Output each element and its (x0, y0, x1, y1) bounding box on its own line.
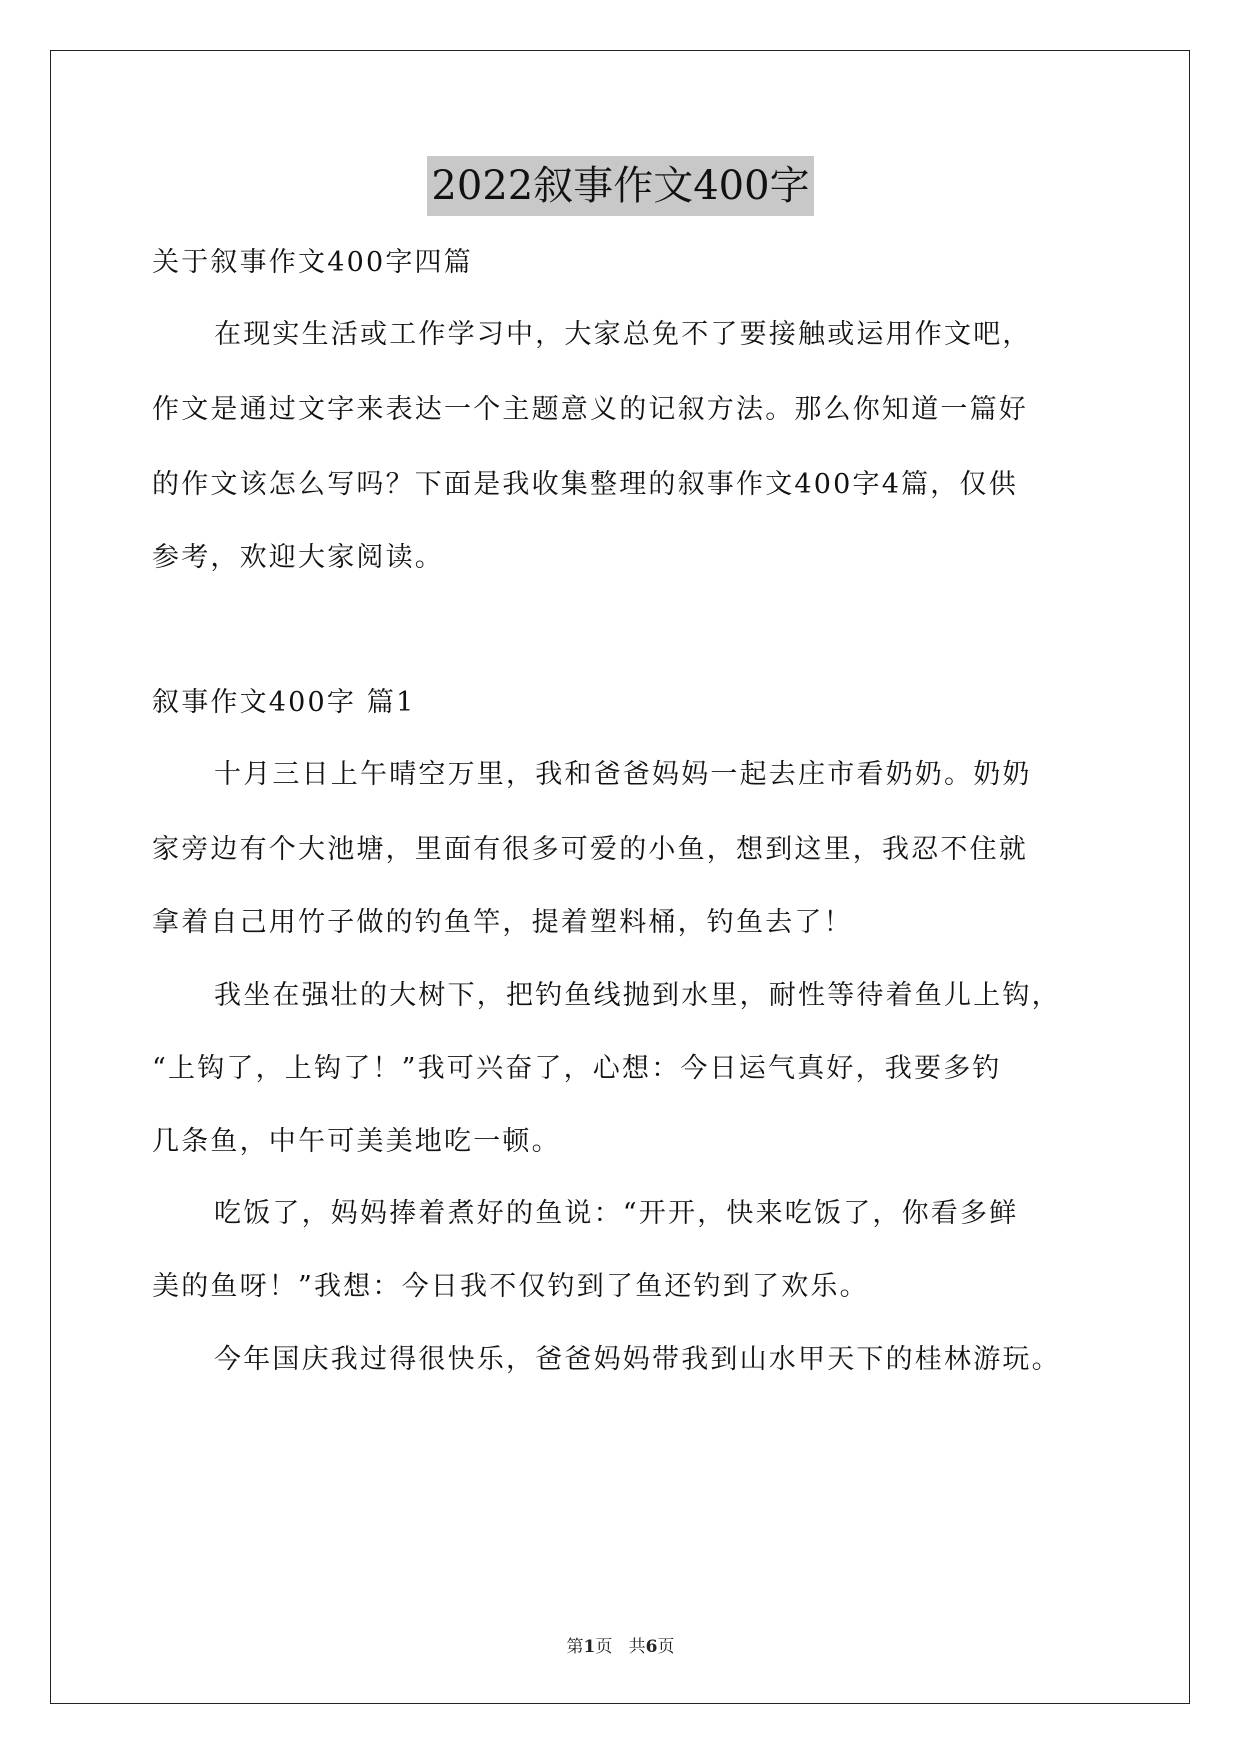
footer-middle: 页 共 (595, 1637, 646, 1657)
total-page-number: 6 (645, 1637, 658, 1657)
footer-suffix: 页 (657, 1637, 675, 1657)
paragraph-line: 几条鱼，中午可美美地吃一顿。 (152, 1126, 561, 1157)
paragraph-line: 今年国庆我过得很快乐，爸爸妈妈带我到山水甲天下的桂林游玩。 (214, 1344, 1061, 1375)
section-heading: 叙事作文400字 篇1 (152, 687, 416, 718)
page-footer (0, 1632, 1241, 1657)
paragraph-line: 吃饭了，妈妈捧着煮好的鱼说：“开开，快来吃饭了，你看多鲜 (214, 1198, 1019, 1229)
paragraph-line: 家旁边有个大池塘，里面有很多可爱的小鱼，想到这里，我忍不住就 (152, 834, 1028, 865)
paragraph-line: 十月三日上午晴空万里，我和爸爸妈妈一起去庄市看奶奶。奶奶 (214, 759, 1032, 790)
paragraph-line: 美的鱼呀！”我想：今日我不仅钓到了鱼还钓到了欢乐。 (152, 1271, 869, 1302)
intro-line: 作文是通过文字来表达一个主题意义的记叙方法。那么你知道一篇好 (152, 394, 1028, 425)
paragraph-line: “上钩了，上钩了！”我可兴奋了，心想：今日运气真好，我要多钓 (152, 1053, 1002, 1084)
subtitle: 关于叙事作文400字四篇 (152, 247, 473, 278)
footer-prefix: 第 (566, 1637, 584, 1657)
document-title: 2022叙事作文400字 (427, 156, 813, 216)
paragraph-line: 我坐在强壮的大树下，把钓鱼线抛到水里，耐性等待着鱼儿上钩， (214, 980, 1061, 1011)
document-title-container (0, 156, 1241, 218)
intro-line: 在现实生活或工作学习中，大家总免不了要接触或运用作文吧， (214, 319, 1032, 350)
intro-line: 参考，欢迎大家阅读。 (152, 542, 444, 573)
paragraph-line: 拿着自己用竹子做的钓鱼竿，提着塑料桶，钓鱼去了！ (152, 907, 853, 938)
current-page-number: 1 (583, 1637, 596, 1657)
page-border (50, 50, 1190, 1704)
intro-line: 的作文该怎么写吗？下面是我收集整理的叙事作文400字4篇，仅供 (152, 469, 1018, 500)
